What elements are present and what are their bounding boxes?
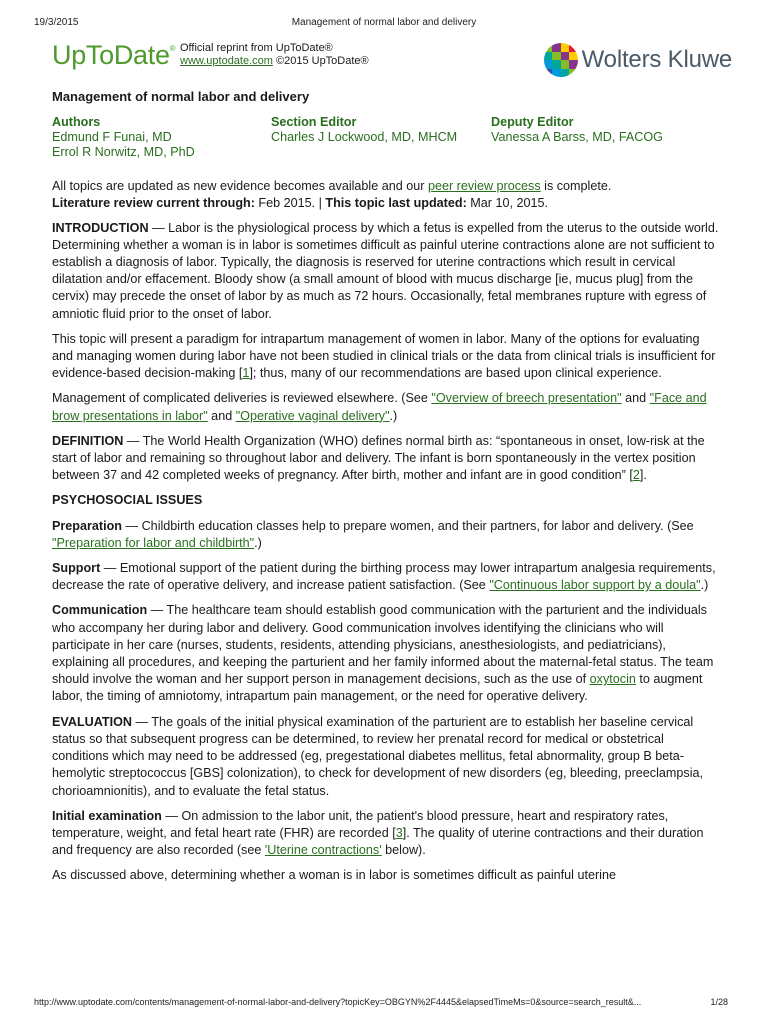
reference-link[interactable]: 3 (395, 825, 403, 840)
logo-tile (569, 69, 578, 78)
doula-support-link[interactable]: "Continuous labor support by a doula" (489, 578, 701, 593)
preparation-link[interactable]: "Preparation for labor and childbirth" (52, 535, 255, 550)
subsection-heading: Communication (52, 603, 148, 618)
operative-vaginal-delivery-link[interactable]: "Operative vaginal delivery" (235, 408, 390, 423)
update-notice: All topics are updated as new evidence becomes available and our peer review process is complete. (52, 179, 612, 194)
logo-tile (561, 60, 570, 69)
author-link[interactable]: Edmund F Funai, MD (52, 130, 172, 145)
logo-tile (569, 52, 578, 61)
deputy-editor-link[interactable]: Vanessa A Barss, MD, FACOG (491, 130, 663, 145)
reprint-line: Official reprint from UpToDate® (180, 42, 333, 54)
authors-column (52, 115, 271, 160)
lit-review-label: Literature review current through: (52, 196, 255, 211)
breech-presentation-link[interactable]: "Overview of breech presentation" (431, 391, 622, 406)
brand-row (52, 40, 732, 84)
subsection-heading: Support (52, 561, 101, 576)
section-heading: INTRODUCTION (52, 220, 149, 235)
evaluation-paragraph: EVALUATION — The goals of the initial physical examination of the parturient are to establish her baseline cervical status so that subsequent progress can be determined, to review her prenatal record for medical or obstetrical conditions which may need to be addressed (eg, pregestational diabetes mellitus, fetal abnormality, group B beta-hemolytic streptococcus [GBS] colonization), to check for development of new disorders (eg, bleeding, preeclampsia, chorioamnionitis), and to evaluate the fetal status. (52, 714, 704, 798)
deputy-editor-label: Deputy Editor (491, 115, 574, 130)
logo-tile (561, 69, 570, 78)
face-brow-presentation-link[interactable]: "Face and brow presentations in labor" (52, 391, 707, 423)
page-number: 1/28 (710, 997, 728, 1007)
logo-tile (544, 43, 553, 52)
oxytocin-link[interactable]: oxytocin (589, 672, 636, 687)
definition-paragraph: DEFINITION — The World Health Organization (WHO) defines normal birth as: “spontaneous in onset, low-risk at the start of labor and remaining so throughout labor and delivery. The infant is born spontaneously in the vertex position between 37 and 42 completed weeks of pregnancy. After birth, mother and infant are in good condition” [2]. (52, 433, 705, 483)
authors-label: Authors (52, 115, 101, 130)
preparation-paragraph: Preparation — Childbirth education classes help to prepare women, and their partners, for labor and delivery. (See "Preparation for labor and childbirth".) (52, 518, 694, 550)
section-heading: DEFINITION (52, 433, 124, 448)
publisher-name: Wolters Kluwe (581, 46, 732, 73)
publisher-logo[interactable] (544, 40, 732, 80)
uptodate-site-link[interactable]: www.uptodate.com (180, 55, 273, 67)
print-date: 19/3/2015 (34, 17, 79, 28)
uterine-contractions-link[interactable]: 'Uterine contractions' (264, 843, 382, 858)
deputy-editor-column (491, 115, 663, 160)
subsection-heading: Initial examination (52, 808, 162, 823)
article-title: Management of normal labor and delivery (52, 89, 310, 104)
logo-tile (544, 69, 553, 78)
reference-link[interactable]: 2 (632, 468, 640, 483)
print-header (34, 17, 734, 31)
last-updated-label: This topic last updated: (325, 196, 467, 211)
uptodate-logo[interactable]: UpToDate® (52, 40, 176, 70)
peer-review-link[interactable]: peer review process (427, 179, 541, 194)
section-editor-column (271, 115, 491, 160)
initial-examination-paragraph: Initial examination — On admission to the labor unit, the patient's blood pressure, heart and respiratory rates, temperature, weight, and fetal heart rate (FHR) are recorded [3]. The quality of uterine contractions and their duration and frequency are also recorded (see 'Uterine contractions' below). (52, 808, 704, 858)
print-title: Management of normal labor and delivery (291, 17, 477, 28)
section-editor-link[interactable]: Charles J Lockwood, MD, MHCM (271, 130, 458, 145)
print-url: http://www.uptodate.com/contents/management-of-normal-labor-and-delivery?topicKey=OBGYN%2F4445&elapsedTimeMs=0&source=search_result&... (34, 997, 642, 1007)
logo-tile (552, 43, 561, 52)
review-dates: Literature review current through: Feb 2015. | This topic last updated: Mar 10, 2015. (52, 196, 548, 211)
discussed-paragraph: As discussed above, determining whether a woman is in labor is sometimes difficult as painful uterine (52, 868, 616, 883)
complicated-deliveries-paragraph: Management of complicated deliveries is reviewed elsewhere. (See "Overview of breech presentation" and "Face and brow presentations in labor" and "Operative vaginal delivery".) (52, 391, 707, 423)
subsection-heading: Preparation (52, 518, 122, 533)
reference-link[interactable]: 1 (242, 366, 250, 381)
communication-paragraph: Communication — The healthcare team should establish good communication with the parturient and the individuals who accompany her during labor and delivery. Good communication involves identifying the clinicians who will participate in her care (nurses, students, residents, attending physicians, anesthesiologists, and pediatricians), explaining all procedures, and keeping the parturient and her family informed about the maternal-fetal status. The team should involve the woman and her support person in management decisions, such as the use of oxytocin to augment labor, the timing of amniotomy, intrapartum pain management, or the need for operative delivery. (52, 603, 714, 704)
print-footer (34, 997, 728, 1009)
logo-tile (561, 43, 570, 52)
logo-tile (544, 52, 553, 61)
paradigm-paragraph: This topic will present a paradigm for intrapartum management of women in labor. Many of the options for evaluating and managing women during labor have not been studied in clinical trials or the data from clinical trials is insufficient for evidence-based decision-making [1]; thus, many of our recommendations are based upon clinical experience. (52, 331, 716, 381)
article-content (52, 84, 720, 893)
reprint-notice (180, 42, 369, 68)
logo-tile (569, 43, 578, 52)
logo-tile (544, 60, 553, 69)
section-heading: EVALUATION (52, 714, 132, 729)
logo-tile (561, 52, 570, 61)
logo-tile (569, 60, 578, 69)
introduction-paragraph: INTRODUCTION — Labor is the physiological process by which a fetus is expelled from the uterus to the outside world. Determining whether a woman is in labor is sometimes difficult as painful uterine contractions alone are not sufficient to establish a diagnosis of labor. Typically, the diagnosis is reserved for uterine contractions which result in cervical dilatation and/or effacement. Bloody show (a small amount of blood with mucus discharge [ie, mucus plug] from the cervix) may precede the onset of labor by as much as 72 hours. Occasionally, fetal membranes rupture with egress of amniotic fluid prior to the onset of labor. (52, 220, 719, 321)
wolters-kluwer-mark-icon (544, 43, 578, 77)
logo-tile (552, 52, 561, 61)
logo-tile (552, 60, 561, 69)
section-editor-label: Section Editor (271, 115, 357, 130)
psychosocial-heading: PSYCHOSOCIAL ISSUES (52, 493, 203, 508)
author-link[interactable]: Errol R Norwitz, MD, PhD (52, 145, 195, 160)
support-paragraph: Support — Emotional support of the patient during the birthing process may lower intrapartum analgesia requirements, decrease the rate of operative delivery, and increase patient satisfaction. (See "Continuous labor support by a doula".) (52, 561, 716, 593)
reprint-copyright: ©2015 UpToDate® (272, 55, 369, 67)
logo-tile (552, 69, 561, 78)
contributors (52, 115, 720, 160)
